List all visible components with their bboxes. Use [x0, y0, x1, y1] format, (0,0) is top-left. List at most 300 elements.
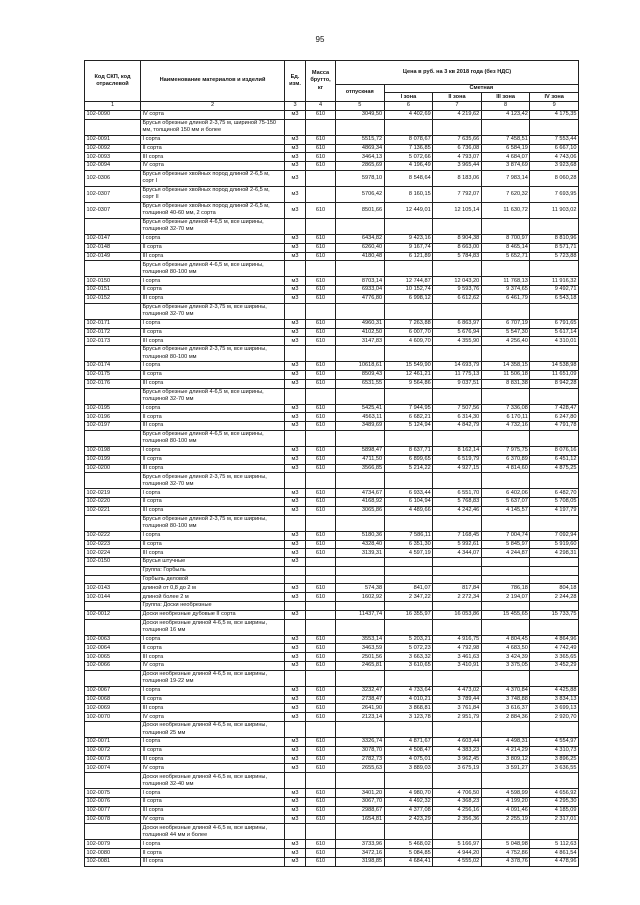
page-number: 95: [315, 35, 325, 44]
cell-code: 102-0067: [85, 686, 141, 695]
cell-zone-1: 3 123,78: [384, 713, 433, 722]
cell-code: 102-0093: [85, 153, 141, 162]
cell-unit: [285, 346, 306, 362]
cell-unit: [285, 473, 306, 489]
cell-mass: [306, 558, 336, 567]
cell-zone-3: 15 455,65: [481, 610, 530, 619]
cell-zone-4: 5 919,60: [530, 540, 579, 549]
cell-zone-2: 5 166,97: [433, 840, 482, 849]
cell-release-price: 5978,10: [336, 170, 385, 186]
section-row: [85, 303, 579, 319]
cell-zone-1: 15 549,90: [384, 362, 433, 371]
cell-unit: м3: [285, 540, 306, 549]
cell-unit: м3: [285, 506, 306, 515]
cell-zone-4: 11 903,02: [530, 202, 579, 218]
cell-name: Брусья обрезные длиной 2-3,75 м, все ширины, толщиной 32-70 мм: [141, 473, 285, 489]
cell-zone-3: 11 506,18: [481, 370, 530, 379]
cell-code: [85, 388, 141, 404]
cell-zone-4: [530, 303, 579, 319]
cell-name: Доски необрезные длиной 4-6,5 м, все ширины, толщиной 19-22 мм: [141, 670, 285, 686]
cell-zone-2: 4 793,07: [433, 153, 482, 162]
cell-zone-4: 4 743,06: [530, 153, 579, 162]
cell-zone-2: 7 507,56: [433, 404, 482, 413]
cell-zone-3: [481, 566, 530, 575]
cell-zone-4: 6 543,18: [530, 294, 579, 303]
cell-zone-1: [384, 430, 433, 446]
cell-zone-2: 3 965,44: [433, 162, 482, 171]
header-zone-1: I зона: [384, 93, 433, 102]
cell-release-price: 6531,55: [336, 379, 385, 388]
column-number: 9: [530, 102, 579, 111]
cell-zone-2: 4 473,02: [433, 686, 482, 695]
cell-zone-3: 7 458,51: [481, 135, 530, 144]
cell-unit: [285, 824, 306, 840]
cell-zone-1: [384, 824, 433, 840]
cell-mass: 610: [306, 243, 336, 252]
cell-mass: 610: [306, 202, 336, 218]
cell-mass: [306, 575, 336, 584]
cell-zone-1: 9 564,86: [384, 379, 433, 388]
cell-zone-4: [530, 473, 579, 489]
cell-zone-2: 4 344,07: [433, 549, 482, 558]
table-row: [85, 294, 579, 303]
cell-zone-1: 4 196,49: [384, 162, 433, 171]
cell-zone-4: 5 723,88: [530, 252, 579, 261]
cell-code: 102-0149: [85, 252, 141, 261]
cell-zone-3: [481, 515, 530, 531]
cell-mass: 610: [306, 704, 336, 713]
cell-zone-1: 3 663,32: [384, 653, 433, 662]
cell-name: I сорта: [141, 234, 285, 243]
table-row: [85, 644, 579, 653]
header-unit: Ед. изм.: [285, 61, 306, 102]
cell-code: 102-0222: [85, 531, 141, 540]
cell-release-price: 4563,11: [336, 413, 385, 422]
table-row: [85, 379, 579, 388]
cell-zone-3: 3 809,12: [481, 755, 530, 764]
cell-zone-1: 4 597,19: [384, 549, 433, 558]
cell-zone-2: [433, 558, 482, 567]
cell-zone-3: [481, 388, 530, 404]
cell-zone-4: 15 733,75: [530, 610, 579, 619]
cell-zone-2: 817,84: [433, 584, 482, 593]
cell-name: III сорта: [141, 704, 285, 713]
cell-mass: 610: [306, 498, 336, 507]
cell-code: [85, 303, 141, 319]
cell-release-price: [336, 575, 385, 584]
cell-zone-1: 4 402,69: [384, 110, 433, 119]
column-number: 2: [141, 102, 285, 111]
table-row: [85, 610, 579, 619]
cell-unit: м3: [285, 746, 306, 755]
cell-zone-1: [384, 558, 433, 567]
cell-zone-1: 10 152,74: [384, 286, 433, 295]
section-row: [85, 388, 579, 404]
cell-unit: м3: [285, 610, 306, 619]
cell-code: [85, 773, 141, 789]
cell-release-price: 574,38: [336, 584, 385, 593]
cell-mass: 610: [306, 713, 336, 722]
cell-code: 102-0065: [85, 653, 141, 662]
cell-zone-4: 4 197,79: [530, 506, 579, 515]
cell-mass: [306, 119, 336, 135]
cell-zone-4: 3 896,25: [530, 755, 579, 764]
cell-name: III сорта: [141, 379, 285, 388]
cell-zone-3: 7 004,74: [481, 531, 530, 540]
cell-zone-2: [433, 303, 482, 319]
cell-zone-4: 14 538,98: [530, 362, 579, 371]
cell-unit: м3: [285, 170, 306, 186]
cell-mass: [306, 824, 336, 840]
cell-unit: м3: [285, 162, 306, 171]
cell-zone-1: 6 104,94: [384, 498, 433, 507]
cell-zone-3: 4 214,29: [481, 746, 530, 755]
cell-release-price: [336, 602, 385, 611]
table-row: [85, 170, 579, 186]
cell-release-price: [336, 430, 385, 446]
table-row: [85, 286, 579, 295]
cell-zone-4: 4 791,78: [530, 422, 579, 431]
cell-mass: [306, 218, 336, 234]
cell-unit: м3: [285, 144, 306, 153]
cell-zone-1: 7 136,85: [384, 144, 433, 153]
cell-release-price: [336, 473, 385, 489]
cell-zone-1: 6 121,89: [384, 252, 433, 261]
cell-unit: м3: [285, 294, 306, 303]
cell-zone-1: [384, 722, 433, 738]
cell-code: 102-0200: [85, 464, 141, 473]
table-row: [85, 789, 579, 798]
cell-zone-1: 6 682,21: [384, 413, 433, 422]
cell-code: 102-0068: [85, 695, 141, 704]
cell-name: Брусья обрезные длиной 2-3,75 м, шириной 75-150 мм, толщиной 150 мм и более: [141, 119, 285, 135]
cell-unit: м3: [285, 858, 306, 867]
cell-zone-4: 804,18: [530, 584, 579, 593]
cell-release-price: 3733,96: [336, 840, 385, 849]
cell-release-price: 2501,56: [336, 653, 385, 662]
cell-code: 102-0171: [85, 319, 141, 328]
table-row: [85, 540, 579, 549]
cell-name: II сорта: [141, 370, 285, 379]
cell-code: 102-0307: [85, 202, 141, 218]
cell-release-price: 4960,31: [336, 319, 385, 328]
cell-mass: [306, 670, 336, 686]
cell-zone-1: 5 124,94: [384, 422, 433, 431]
cell-zone-1: 6 351,30: [384, 540, 433, 549]
cell-code: 102-0072: [85, 746, 141, 755]
cell-release-price: 2655,63: [336, 764, 385, 773]
cell-zone-1: 7 586,11: [384, 531, 433, 540]
cell-name: I сорта: [141, 489, 285, 498]
cell-name: IV сорта: [141, 815, 285, 824]
cell-zone-4: [530, 558, 579, 567]
cell-code: [85, 346, 141, 362]
cell-zone-2: 4 219,62: [433, 110, 482, 119]
cell-zone-3: 4 752,86: [481, 849, 530, 858]
cell-code: 102-0223: [85, 540, 141, 549]
column-number: 5: [336, 102, 385, 111]
cell-code: 102-0150: [85, 558, 141, 567]
cell-zone-3: 2 194,07: [481, 593, 530, 602]
cell-code: 102-0147: [85, 234, 141, 243]
cell-zone-2: 3 675,19: [433, 764, 482, 773]
cell-name: длиной более 2 м: [141, 593, 285, 602]
cell-release-price: 3198,85: [336, 858, 385, 867]
cell-mass: 610: [306, 858, 336, 867]
cell-release-price: 3566,85: [336, 464, 385, 473]
cell-zone-2: 7 792,07: [433, 186, 482, 202]
cell-release-price: [336, 722, 385, 738]
cell-zone-3: [481, 619, 530, 635]
cell-release-price: 3326,74: [336, 738, 385, 747]
cell-zone-4: 6 247,80: [530, 413, 579, 422]
cell-mass: [306, 346, 336, 362]
table-row: [85, 337, 579, 346]
cell-name: Группа: Доски необрезные: [141, 602, 285, 611]
cell-zone-3: 4 145,57: [481, 506, 530, 515]
cell-unit: м3: [285, 135, 306, 144]
header-code: Код СКП, код отраслевой: [85, 61, 141, 102]
cell-zone-2: 4 603,44: [433, 738, 482, 747]
cell-name: III сорта: [141, 337, 285, 346]
cell-zone-4: [530, 824, 579, 840]
section-row: [85, 473, 579, 489]
cell-zone-2: 3 461,63: [433, 653, 482, 662]
cell-zone-3: 5 845,97: [481, 540, 530, 549]
cell-zone-2: 6 863,97: [433, 319, 482, 328]
cell-zone-4: [530, 722, 579, 738]
table-row: [85, 840, 579, 849]
cell-code: 102-0195: [85, 404, 141, 413]
cell-zone-3: 6 707,19: [481, 319, 530, 328]
cell-unit: м3: [285, 798, 306, 807]
cell-release-price: 3049,50: [336, 110, 385, 119]
cell-mass: [306, 186, 336, 202]
cell-code: [85, 722, 141, 738]
cell-zone-4: 4 742,49: [530, 644, 579, 653]
cell-mass: 610: [306, 337, 336, 346]
cell-mass: 610: [306, 644, 336, 653]
cell-release-price: 3067,70: [336, 798, 385, 807]
cell-mass: 610: [306, 686, 336, 695]
cell-unit: м3: [285, 840, 306, 849]
cell-release-price: [336, 261, 385, 277]
table-row: [85, 549, 579, 558]
table-row: [85, 319, 579, 328]
cell-release-price: 3065,86: [336, 506, 385, 515]
cell-zone-3: 11 630,72: [481, 202, 530, 218]
cell-zone-1: 4 980,70: [384, 789, 433, 798]
cell-zone-3: 6 584,19: [481, 144, 530, 153]
cell-zone-2: 4 355,90: [433, 337, 482, 346]
cell-zone-3: [481, 261, 530, 277]
cell-zone-4: [530, 602, 579, 611]
cell-zone-4: 8 942,28: [530, 379, 579, 388]
cell-code: 102-0151: [85, 286, 141, 295]
cell-zone-1: 4 075,01: [384, 755, 433, 764]
cell-zone-4: 8 571,71: [530, 243, 579, 252]
cell-zone-4: [530, 346, 579, 362]
cell-name: III сорта: [141, 653, 285, 662]
section-row: [85, 602, 579, 611]
header-row: [85, 61, 579, 85]
cell-name: Брусья обрезные длиной 2-3,75 м, все ширины, толщиной 80-100 мм: [141, 515, 285, 531]
table-row: [85, 489, 579, 498]
cell-zone-2: 9 593,76: [433, 286, 482, 295]
cell-zone-1: 8 160,15: [384, 186, 433, 202]
cell-zone-2: 8 663,00: [433, 243, 482, 252]
cell-zone-3: 5 048,98: [481, 840, 530, 849]
cell-name: IV сорта: [141, 110, 285, 119]
cell-release-price: [336, 346, 385, 362]
table-row: [85, 858, 579, 867]
cell-mass: 610: [306, 455, 336, 464]
cell-zone-2: [433, 430, 482, 446]
cell-code: [85, 602, 141, 611]
cell-zone-4: [530, 119, 579, 135]
cell-zone-3: 4 091,46: [481, 806, 530, 815]
cell-code: 102-0092: [85, 144, 141, 153]
cell-zone-4: 4 861,54: [530, 849, 579, 858]
cell-unit: м3: [285, 704, 306, 713]
cell-code: [85, 619, 141, 635]
cell-code: 102-0176: [85, 379, 141, 388]
cell-zone-4: 4 554,97: [530, 738, 579, 747]
cell-name: Доски необрезные длиной 4-6,5 м, все ширины, толщиной 25 мм: [141, 722, 285, 738]
cell-zone-3: [481, 558, 530, 567]
cell-release-price: 6434,82: [336, 234, 385, 243]
cell-zone-2: 12 043,20: [433, 277, 482, 286]
cell-zone-2: 16 053,86: [433, 610, 482, 619]
cell-zone-4: [530, 566, 579, 575]
header-mass: Масса брутто, кг: [306, 61, 336, 102]
cell-zone-2: 8 904,38: [433, 234, 482, 243]
cell-unit: м3: [285, 319, 306, 328]
cell-unit: м3: [285, 202, 306, 218]
cell-zone-1: [384, 515, 433, 531]
cell-zone-3: 3 748,88: [481, 695, 530, 704]
cell-code: 102-0080: [85, 849, 141, 858]
cell-zone-3: [481, 119, 530, 135]
cell-mass: [306, 610, 336, 619]
cell-zone-1: 8 637,71: [384, 446, 433, 455]
cell-release-price: 8703,14: [336, 277, 385, 286]
cell-zone-3: 4 683,50: [481, 644, 530, 653]
cell-mass: 610: [306, 404, 336, 413]
cell-code: 102-0091: [85, 135, 141, 144]
cell-unit: м3: [285, 498, 306, 507]
cell-mass: 610: [306, 234, 336, 243]
cell-unit: м3: [285, 370, 306, 379]
cell-name: I сорта: [141, 135, 285, 144]
cell-name: Горбыль деловой: [141, 575, 285, 584]
cell-name: III сорта: [141, 858, 285, 867]
cell-unit: [285, 670, 306, 686]
cell-zone-1: 6 899,65: [384, 455, 433, 464]
cell-name: II сорта: [141, 413, 285, 422]
cell-mass: 610: [306, 815, 336, 824]
cell-mass: 610: [306, 110, 336, 119]
cell-unit: м3: [285, 446, 306, 455]
cell-mass: 610: [306, 549, 336, 558]
cell-release-price: 4102,50: [336, 328, 385, 337]
price-table: [84, 60, 579, 867]
cell-mass: 610: [306, 806, 336, 815]
cell-release-price: [336, 619, 385, 635]
cell-zone-3: 2 255,19: [481, 815, 530, 824]
cell-release-price: 3463,59: [336, 644, 385, 653]
cell-unit: м3: [285, 489, 306, 498]
table-row: [85, 704, 579, 713]
cell-name: Брусья обрезные длиной 4-6,5 м, все ширины, толщиной 32-70 мм: [141, 388, 285, 404]
cell-code: 102-0148: [85, 243, 141, 252]
cell-zone-4: [530, 619, 579, 635]
cell-code: [85, 566, 141, 575]
cell-release-price: 2738,47: [336, 695, 385, 704]
cell-code: 102-0143: [85, 584, 141, 593]
table-row: [85, 686, 579, 695]
cell-name: I сорта: [141, 840, 285, 849]
cell-zone-2: 4 927,15: [433, 464, 482, 473]
cell-code: [85, 670, 141, 686]
cell-unit: м3: [285, 635, 306, 644]
cell-code: 102-0078: [85, 815, 141, 824]
cell-unit: [285, 261, 306, 277]
cell-mass: 610: [306, 252, 336, 261]
cell-code: 102-0172: [85, 328, 141, 337]
cell-zone-3: 5 652,71: [481, 252, 530, 261]
cell-code: 102-0175: [85, 370, 141, 379]
cell-unit: м3: [285, 815, 306, 824]
cell-zone-3: [481, 430, 530, 446]
cell-name: II сорта: [141, 498, 285, 507]
column-number: 7: [433, 102, 482, 111]
cell-zone-4: 2 317,01: [530, 815, 579, 824]
cell-zone-1: 12 744,87: [384, 277, 433, 286]
cell-release-price: 8509,43: [336, 370, 385, 379]
cell-zone-2: 3 789,44: [433, 695, 482, 704]
table-row: [85, 746, 579, 755]
cell-unit: м3: [285, 413, 306, 422]
cell-unit: м3: [285, 713, 306, 722]
cell-mass: 610: [306, 135, 336, 144]
cell-name: I сорта: [141, 362, 285, 371]
cell-unit: [285, 515, 306, 531]
cell-name: III сорта: [141, 422, 285, 431]
cell-mass: 610: [306, 849, 336, 858]
table-row: [85, 328, 579, 337]
cell-zone-1: 5 214,22: [384, 464, 433, 473]
cell-zone-4: 11 916,32: [530, 277, 579, 286]
cell-code: [85, 824, 141, 840]
cell-zone-1: 4 489,66: [384, 506, 433, 515]
cell-code: 102-0077: [85, 806, 141, 815]
cell-unit: [285, 722, 306, 738]
cell-zone-4: 6 667,10: [530, 144, 579, 153]
cell-zone-2: 6 736,08: [433, 144, 482, 153]
cell-zone-4: 4 175,35: [530, 110, 579, 119]
cell-code: 102-0074: [85, 764, 141, 773]
cell-zone-4: 8 060,28: [530, 170, 579, 186]
cell-zone-2: 4 944,20: [433, 849, 482, 858]
cell-name: Брусья обрезные длиной 4-6,5 м, все ширины, толщиной 80-100 мм: [141, 261, 285, 277]
cell-zone-1: 6 933,44: [384, 489, 433, 498]
cell-zone-2: 4 383,23: [433, 746, 482, 755]
cell-release-price: 2641,90: [336, 704, 385, 713]
cell-zone-1: 7 944,95: [384, 404, 433, 413]
table-row: [85, 362, 579, 371]
cell-release-price: 4711,50: [336, 455, 385, 464]
